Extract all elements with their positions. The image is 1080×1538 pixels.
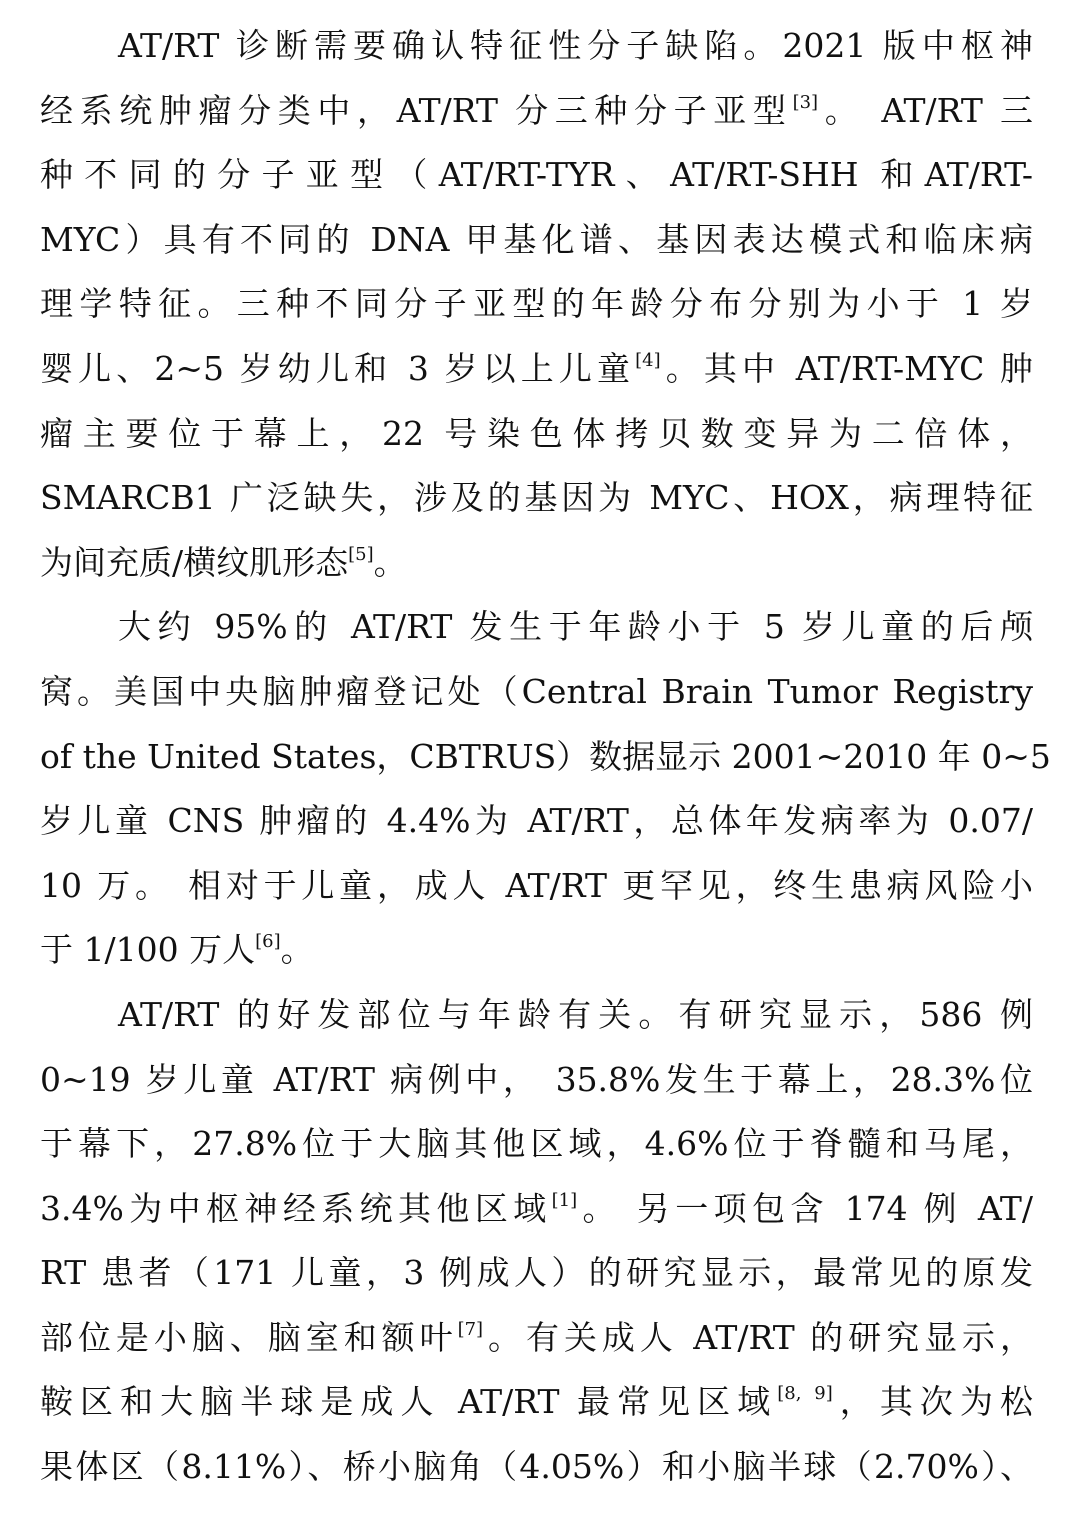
paragraph-location bbox=[40, 983, 1033, 1500]
text-line: 于 1/100 万人[6]。 bbox=[40, 930, 314, 970]
text-line: RT 患者（171 儿童，3 例成人）的研究显示，最常见的原发 bbox=[40, 1253, 1033, 1293]
text-line: 3.4%为中枢神经系统其他区域[1]。 另一项包含 174 例 AT/ bbox=[40, 1188, 1034, 1228]
text-line: 经系统肿瘤分类中，AT/RT 分三种分子亚型[3]。 AT/RT 三 bbox=[40, 90, 1033, 130]
citation-ref: [4] bbox=[635, 349, 661, 371]
citation-ref: [8, 9] bbox=[777, 1383, 833, 1405]
citation-ref: [1] bbox=[551, 1189, 578, 1211]
document-page bbox=[40, 14, 1051, 1500]
text-line: 婴儿、2~5 岁幼儿和 3 岁以上儿童[4]。其中 AT/RT-MYC 肿 bbox=[40, 348, 1034, 388]
text-line: 岁儿童 CNS 肿瘤的 4.4%为 AT/RT，总体年发病率为 0.07/ bbox=[40, 801, 1033, 841]
text-line: 窝。美国中央脑肿瘤登记处（Central Brain Tumor Registry bbox=[40, 671, 1033, 711]
text-line: 鞍区和大脑半球是成人 AT/RT 最常见区域[8, 9]，其次为松 bbox=[40, 1382, 1033, 1422]
text-line: SMARCB1 广泛缺失，涉及的基因为 MYC、HOX，病理特征 bbox=[40, 478, 1033, 518]
text-line: of the United States，CBTRUS）数据显示 2001~2010 年 0~5 bbox=[40, 736, 1051, 776]
citation-ref: [3] bbox=[792, 91, 819, 113]
paragraph-molecular-subtypes bbox=[40, 14, 1033, 595]
text-line: AT/RT 的好发部位与年龄有关。有研究显示，586 例 bbox=[118, 994, 1033, 1034]
citation-ref: [7] bbox=[457, 1318, 484, 1340]
citation-ref: [6] bbox=[255, 931, 281, 953]
text-line: 于幕下，27.8%位于大脑其他区域，4.6%位于脊髓和马尾， bbox=[40, 1124, 1033, 1164]
text-line: 果体区（8.11%）、桥小脑角（4.05%）和小脑半球（2.70%）、 bbox=[40, 1447, 1033, 1487]
text-line: 理学特征。三种不同分子亚型的年龄分布分别为小于 1 岁 bbox=[40, 284, 1033, 324]
text-line: 种不同的分子亚型（AT/RT-TYR、AT/RT-SHH 和AT/RT- bbox=[40, 155, 1033, 195]
text-line: 瘤主要位于幕上，22 号染色体拷贝数变异为二倍体， bbox=[40, 413, 1033, 453]
text-line: 10 万。 相对于儿童，成人 AT/RT 更罕见，终生患病风险小 bbox=[40, 865, 1033, 905]
text-line: 0~19 岁儿童 AT/RT 病例中， 35.8%发生于幕上，28.3%位 bbox=[40, 1059, 1033, 1099]
citation-ref: [5] bbox=[348, 543, 374, 565]
text-line: MYC）具有不同的 DNA 甲基化谱、基因表达模式和临床病 bbox=[40, 219, 1033, 259]
text-line: AT/RT 诊断需要确认特征性分子缺陷。2021 版中枢神 bbox=[118, 26, 1033, 65]
text-line: 大约 95%的 AT/RT 发生于年龄小于 5 岁儿童的后颅 bbox=[118, 607, 1033, 647]
text-line: 部位是小脑、脑室和额叶[7]。有关成人 AT/RT 的研究显示， bbox=[40, 1317, 1033, 1357]
paragraph-epidemiology bbox=[40, 595, 1051, 983]
text-line: 为间充质/横纹肌形态[5]。 bbox=[40, 542, 407, 582]
